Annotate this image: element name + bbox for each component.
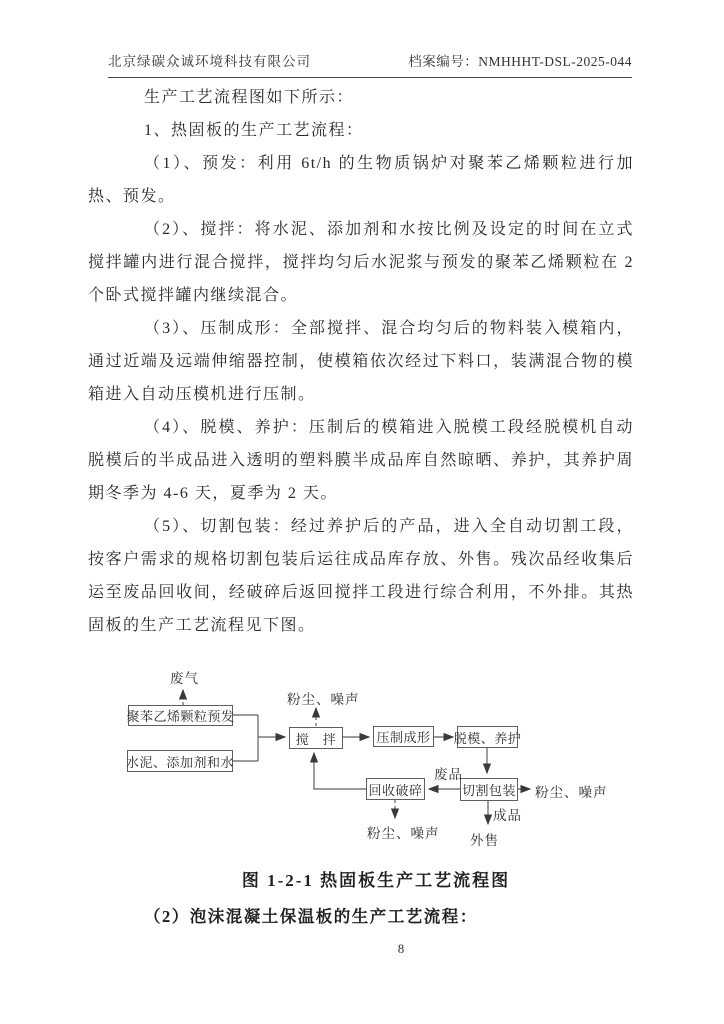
page-header: [108, 50, 632, 78]
paragraph-step-3: （3）、压制成形：全部搅拌、混合均匀后的物料装入模箱内，通过近端及远端伸缩器控制，使模箱依次经过下料口，装满混合物的模箱进入自动压模机进行压制。: [88, 320, 634, 403]
paragraph-intro: 生产工艺流程图如下所示：: [144, 89, 355, 106]
paragraph-step-5: （5）、切割包装：经过养护后的产品，进入全自动切割工段，按客户需求的规格切割包装后运往成品库存放、外售。残次品经收集后运至废品回收间，经破碎后返回搅拌工段进行综合利用，不外排。其热固板的生产工艺流程见下图。: [88, 518, 634, 634]
flow-label-dust-noise-cutting: 粉尘、噪声: [535, 785, 608, 800]
flow-label-scrap: 废品: [434, 767, 463, 782]
flow-box-materials: 水泥、添加剂和水: [127, 750, 233, 772]
flow-label-waste-gas: 废气: [170, 671, 199, 686]
flow-label-dust-noise-mixing: 粉尘、噪声: [287, 692, 360, 707]
header-company: 北京绿碳众诚环境科技有限公司: [108, 54, 311, 69]
flow-box-pressing: 压制成形: [373, 726, 434, 747]
flow-label-dust-noise-recycling: 粉尘、噪声: [367, 826, 440, 841]
flow-box-mixing: 搅 拌: [289, 727, 343, 749]
flow-box-prefoam: 聚苯乙烯颗粒预发: [128, 705, 233, 726]
section-heading-2: （2）泡沫混凝土保温板的生产工艺流程：: [144, 907, 478, 926]
figure-caption: 图 1-2-1 热固板生产工艺流程图: [241, 871, 511, 890]
paragraph-step-1: （1）、预发：利用 6t/h 的生物质锅炉对聚苯乙烯颗粒进行加热、预发。: [88, 155, 634, 205]
flow-box-cutting: 切割包装: [460, 778, 518, 801]
flow-box-recycling: 回收破碎: [366, 778, 425, 800]
flow-label-finished: 成品: [493, 808, 522, 823]
paragraph-step-2: （2）、搅拌：将水泥、添加剂和水按比例及设定的时间在立式搅拌罐内进行混合搅拌，搅拌均匀后水泥浆与预发的聚苯乙烯颗粒在 2 个卧式搅拌罐内继续混合。: [88, 221, 634, 304]
flow-box-demolding: 脱模、养护: [457, 726, 518, 748]
header-archive-number: 档案编号：NMHHHT-DSL-2025-044: [408, 54, 632, 69]
flow-label-sale: 外售: [470, 833, 499, 848]
paragraph-heading-1: 1、热固板的生产工艺流程：: [144, 122, 364, 139]
paragraph-step-4: （4）、脱模、养护：压制后的模箱进入脱模工段经脱模机自动脱模后的半成品进入透明的塑料膜半成品库自然晾晒、养护，其养护周期冬季为 4-6 天，夏季为 2 天。: [88, 419, 634, 502]
body-text: [88, 81, 634, 642]
page-number: 8: [397, 941, 405, 956]
flowchart-connectors: [0, 650, 724, 855]
